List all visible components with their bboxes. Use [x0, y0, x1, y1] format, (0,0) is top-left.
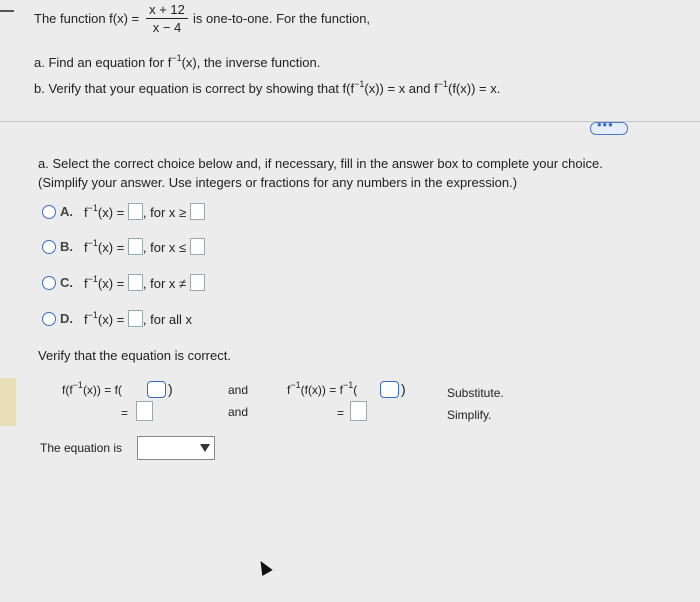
- option-d-letter: D.: [60, 311, 73, 326]
- option-c-expression: $f^{-1}(x)$ = , for x ≠: [84, 274, 205, 291]
- equation-label: The equation is: [40, 441, 123, 455]
- chevron-down-icon: [200, 444, 210, 452]
- option-c-letter: C.: [60, 275, 73, 290]
- substitute-label: Substitute.: [447, 386, 504, 400]
- option-d-expression: $f^{-1}(x)$ = , for all x: [84, 310, 193, 327]
- option-c-bound-box[interactable]: [190, 274, 205, 291]
- intro-suffix: is one-to-one. For the function,: [193, 11, 371, 26]
- option-a-letter: A.: [60, 204, 73, 219]
- simplify-label: Simplify.: [447, 408, 492, 422]
- option-a-bound-box[interactable]: [190, 203, 205, 220]
- option-d-answer-box[interactable]: [128, 310, 143, 327]
- left-edge-marker: [0, 10, 14, 12]
- verify-right-paren: ): [401, 381, 406, 397]
- verify-left-paren: ): [168, 381, 173, 397]
- verify-right-equals: =: [337, 406, 345, 420]
- function-fraction: [146, 2, 188, 35]
- option-b-expression: $f^{-1}(x)$ = , for x ≤: [84, 238, 205, 255]
- radio-option-b[interactable]: [42, 240, 56, 254]
- option-b-letter: B.: [60, 239, 73, 254]
- verify-heading: Verify that the equation is correct.: [38, 348, 231, 363]
- radio-option-c[interactable]: [42, 276, 56, 290]
- verify-right-result-box[interactable]: [350, 401, 367, 421]
- part-a-text: a. Find an equation for $f^{-1}(x)$, the inverse function.: [34, 53, 321, 70]
- current-step-highlight: [0, 378, 16, 426]
- verify-right-input[interactable]: [380, 381, 399, 398]
- and-label-2: and: [228, 405, 249, 419]
- question-instruction: a. Select the correct choice below and, if necessary, fill in the answer box to complete your choice.: [38, 156, 603, 171]
- part-b-text: b. Verify that your equation is correct by showing that $f(f^{-1}(x)) = x$ and $f^{-1}(f(x)) = x$.: [34, 79, 501, 96]
- fraction-denominator: x − 4: [152, 20, 182, 35]
- radio-option-a[interactable]: [42, 205, 56, 219]
- verify-left-input[interactable]: [147, 381, 166, 398]
- verify-left-expression: $f(f^{-1}(x)) = f$(: [62, 380, 122, 397]
- question-note: (Simplify your answer. Use integers or fractions for any numbers in the expression.): [38, 175, 518, 190]
- mouse-cursor-icon: [255, 558, 272, 576]
- verify-left-result-box[interactable]: [136, 401, 153, 421]
- option-b-answer-box[interactable]: [128, 238, 143, 255]
- verify-left-equals: =: [121, 406, 129, 420]
- option-a-expression: $f^{-1}(x)$ = , for x ≥: [84, 203, 205, 220]
- option-b-bound-box[interactable]: [190, 238, 205, 255]
- option-a-answer-box[interactable]: [128, 203, 143, 220]
- and-label-1: and: [228, 383, 249, 397]
- fraction-bar: [146, 18, 188, 19]
- equation-select[interactable]: [137, 436, 215, 460]
- more-options-button[interactable]: •••: [590, 122, 628, 135]
- option-c-answer-box[interactable]: [128, 274, 143, 291]
- fraction-numerator: x + 12: [149, 2, 185, 17]
- intro-prefix: The function f(x) =: [34, 11, 140, 26]
- verify-right-expression: $f^{-1}(f(x)) = f^{-1}$(: [287, 380, 358, 397]
- radio-option-d[interactable]: [42, 312, 56, 326]
